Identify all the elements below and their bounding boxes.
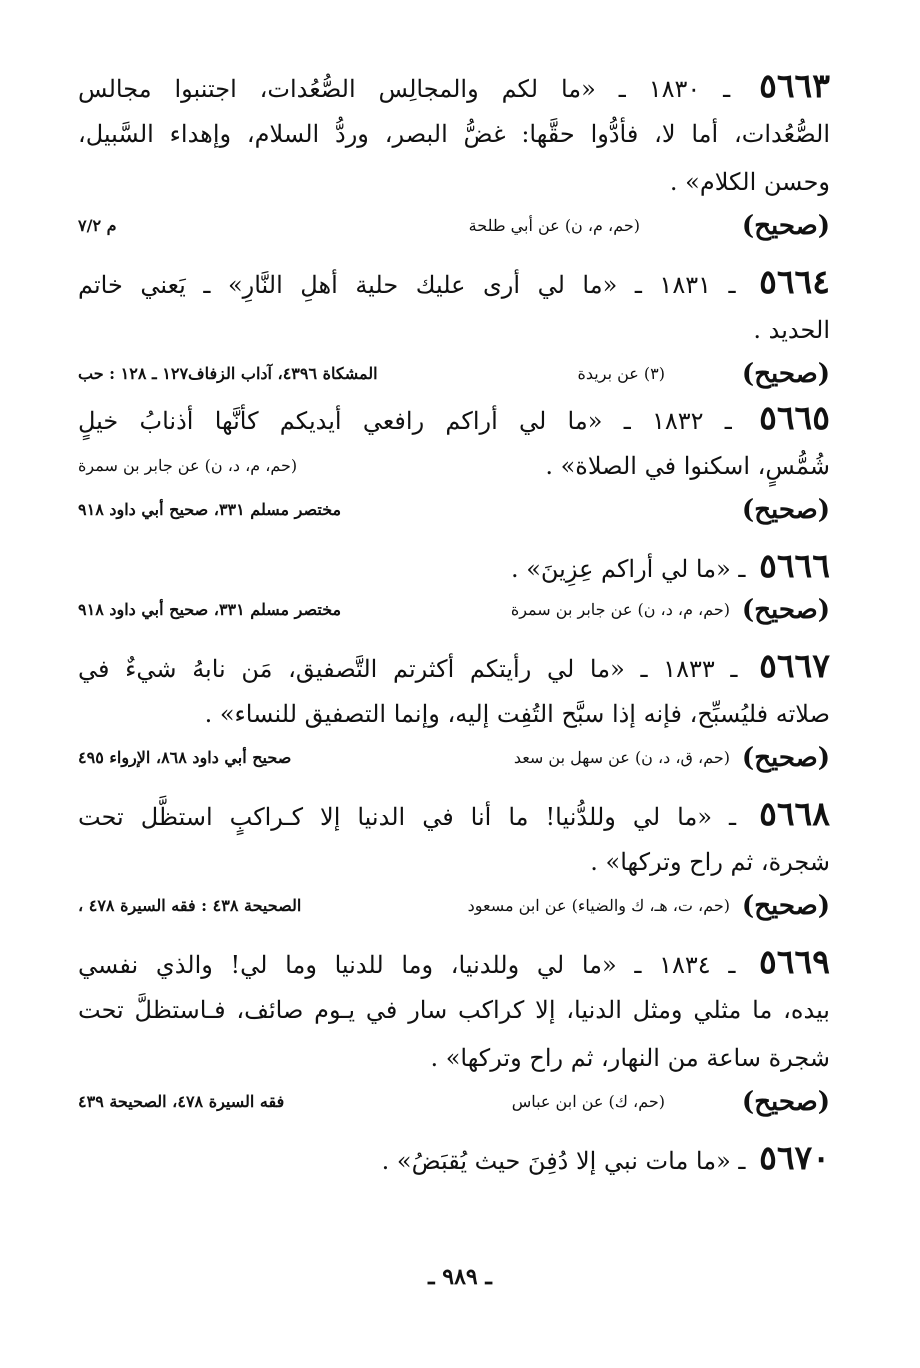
hadith-number: ٥٦٧٠: [759, 1138, 830, 1177]
hadith-5668-line1: [78, 790, 830, 838]
hadith-5664-line1: [78, 258, 830, 306]
hadith-5665-source-line: [78, 490, 830, 530]
hadith-5665-line2: [78, 442, 830, 490]
hadith-5663-line1: [78, 62, 830, 110]
hadith-sequence: ـ: [738, 555, 746, 583]
hadith-5669-line2: بيده، ما مثلي ومثل الدنيا، إلا كراكب سار في يـوم صائف، فـاستظلَّ تحت: [78, 996, 830, 1024]
hadith-number: ٥٦٦٩: [759, 942, 830, 981]
source-attribution: (حم، ت، هـ، ك والضياء) عن ابن مسعود: [467, 896, 730, 915]
reference: الصحيحة ٤٣٨ : فقه السيرة ٤٧٨ ،: [78, 896, 302, 915]
document-page: [78, 62, 830, 1182]
hadith-sequence: ـ ١٨٣٣ ـ: [640, 655, 738, 683]
hadith-text: «ما مات نبي إلا دُفِنَ حيث يُقبَضُ» .: [381, 1147, 731, 1175]
hadith-number: ٥٦٦٦: [759, 546, 830, 585]
hadith-5663-line3: وحسن الكلام» .: [669, 168, 830, 196]
hadith-text: «ما لي وللدنيا، وما للدنيا وما لي! والذي نفسي: [78, 951, 617, 979]
hadith-number: ٥٦٦٣: [759, 66, 831, 105]
hadith-sequence: ـ ١٨٣١ ـ: [634, 271, 736, 299]
hadith-5669-line3: شجرة ساعة من النهار، ثم راح وتركها» .: [430, 1044, 830, 1072]
hadith-text: «ما لي أرى عليك حلية أهلِ النَّارِ» ـ يَعني خاتم: [78, 271, 618, 299]
hadith-text: «ما لي أراكم عِزِينَ» .: [510, 555, 731, 583]
grade-badge: (صحيح): [741, 891, 830, 921]
source-attribution: (حم، م، د، ن) عن جابر بن سمرة: [510, 600, 730, 619]
hadith-number: ٥٦٦٤: [759, 262, 831, 301]
grade-badge: (صحيح): [741, 595, 830, 625]
hadith-5666-line1: [78, 542, 830, 590]
hadith-5670-line1: [78, 1134, 830, 1182]
grade-badge: (صحيح): [741, 495, 830, 525]
hadith-5665-line1: [78, 394, 830, 442]
hadith-text: «ما لي وللدُّنيا! ما أنا في الدنيا إلا كـراكبٍ استظَّل تحت: [78, 803, 713, 831]
hadith-5669-source-line: [78, 1082, 830, 1122]
hadith-number: ٥٦٦٧: [759, 646, 831, 685]
hadith-sequence: ـ: [729, 803, 737, 831]
reference: م ٧/٢: [78, 216, 117, 235]
grade-badge: (صحيح): [741, 211, 830, 241]
hadith-5668-line2: شجرة، ثم راح وتركها» .: [590, 848, 830, 876]
hadith-sequence: ـ ١٨٣٠ ـ: [618, 75, 731, 103]
hadith-sequence: ـ: [738, 1147, 746, 1175]
hadith-text: «ما لي أراكم رافعي أيديكم كأنَّها أذنابُ خيلٍ: [78, 407, 603, 435]
hadith-number: ٥٦٦٨: [759, 794, 830, 833]
grade-badge: (صحيح): [741, 1087, 830, 1117]
hadith-5664-line2: الحديد .: [753, 316, 830, 344]
hadith-5667-source-line: [78, 738, 830, 778]
hadith-5667-line1: [78, 642, 830, 690]
grade-badge: (صحيح): [741, 743, 830, 773]
source-attribution: (٣) عن بريدة: [577, 364, 665, 383]
reference: مختصر مسلم ٣٣١، صحيح أبي داود ٩١٨: [78, 500, 342, 519]
hadith-text: «ما لي رأيتكم أكثرتم التَّصفيق، مَن نابهُ شيءٌ في: [78, 655, 625, 683]
hadith-5669-line1: [78, 938, 830, 986]
hadith-number: ٥٦٦٥: [759, 398, 831, 437]
reference: مختصر مسلم ٣٣١، صحيح أبي داود ٩١٨: [78, 600, 342, 619]
page-number: ـ ٩٨٩ ـ: [428, 1264, 492, 1290]
hadith-text: «ما لكم والمجالِس الصُّعُدات، اجتنبوا مجالس: [78, 75, 596, 103]
hadith-sequence: ـ ١٨٣٤ ـ: [634, 951, 736, 979]
reference: فقه السيرة ٤٧٨، الصحيحة ٤٣٩: [78, 1092, 285, 1111]
hadith-5668-source-line: [78, 886, 830, 926]
reference: صحيح أبي داود ٨٦٨، الإرواء ٤٩٥: [78, 748, 292, 767]
source-attribution: (حم، م، د، ن) عن جابر بن سمرة: [78, 456, 298, 475]
source-attribution: (حم، م، ن) عن أبي طلحة: [468, 216, 640, 235]
hadith-5663-line2: الصُّعُدات، أما لا، فأدُّوا حقَّها: غضُّ البصر، وردُّ السلام، وإهداء السَّبيل،: [78, 120, 830, 148]
source-attribution: (حم، ق، د، ن) عن سهل بن سعد: [513, 748, 730, 767]
hadith-text: شُمُّسٍ، اسكنوا في الصلاة» .: [545, 452, 830, 480]
hadith-5663-source-line: [78, 206, 830, 246]
source-attribution: (حم، ك) عن ابن عباس: [511, 1092, 665, 1111]
hadith-5667-line2: صلاته فليُسبِّح، فإنه إذا سبَّح التُفِت إليه، وإنما التصفيق للنساء» .: [204, 700, 830, 728]
hadith-5664-source-line: [78, 354, 830, 394]
grade-badge: (صحيح): [741, 359, 830, 389]
hadith-sequence: ـ ١٨٣٢ ـ: [623, 407, 732, 435]
hadith-5666-source-line: [78, 590, 830, 630]
reference: المشكاة ٤٣٩٦، آداب الزفاف١٢٧ ـ ١٢٨ : حب: [78, 364, 378, 383]
